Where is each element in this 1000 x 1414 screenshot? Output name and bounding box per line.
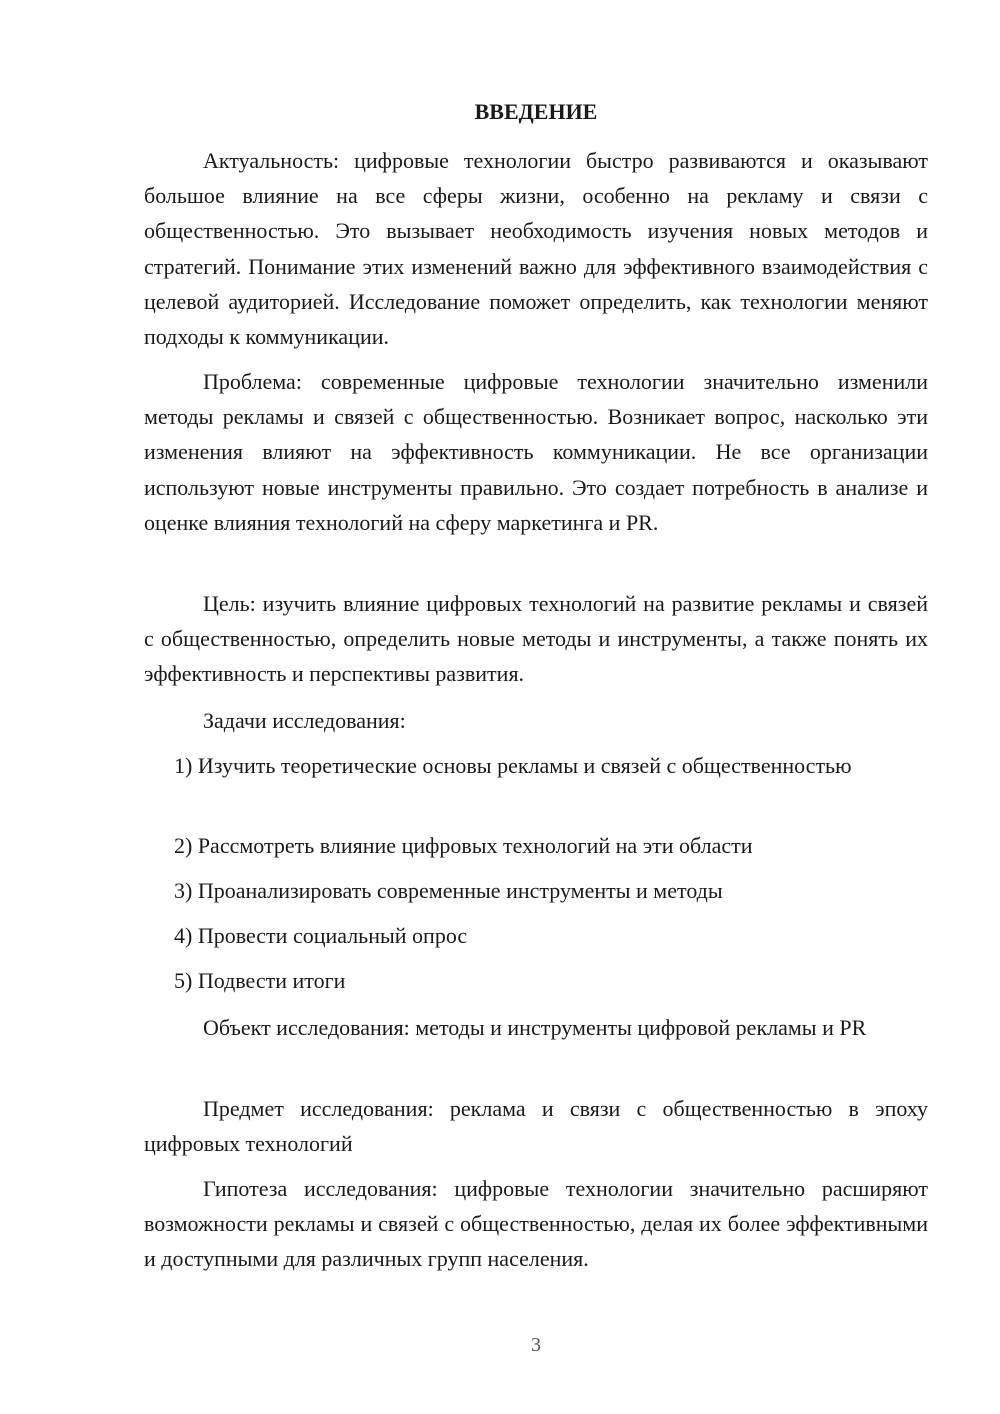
paragraph-problem: Проблема: современные цифровые технологии значительно изменили методы рекламы и связей с общественностью. Возникает вопрос, насколько эти изменения влияют на эффективность коммуникации. Не все организации используют новые инструменты правильно. Это создает потребность в анализе и оценке влияния технологий на сферу маркетинга и PR. <box>144 369 928 535</box>
tasks-heading: Задачи исследования: <box>203 708 406 733</box>
task-list-item-5: 5) Подвести итоги <box>174 968 346 993</box>
paragraph-object: Объект исследования: методы и инструменты цифровой рекламы и PR <box>203 1015 867 1040</box>
paragraph-hypothesis: Гипотеза исследования: цифровые технологии значительно расширяют возможности рекламы и связей с общественностью, делая их более эффективными и доступными для различных групп населения. <box>144 1176 928 1272</box>
task-list-item-3: 3) Проанализировать современные инструменты и методы <box>174 878 723 903</box>
paragraph-relevance: Актуальность: цифровые технологии быстро развиваются и оказывают большое влияние на все сферы жизни, особенно на рекламу и связи с общественностью. Это вызывает необходимость изучения новых методов и стратегий. Понимание этих изменений важно для эффективного взаимодействия с целевой аудиторией. Исследование поможет определить, как технологии меняют подходы к коммуникации. <box>144 148 928 350</box>
paragraph-subject: Предмет исследования: реклама и связи с общественностью в эпоху цифровых технологий <box>144 1096 928 1157</box>
paragraph-goal: Цель: изучить влияние цифровых технологий на развитие рекламы и связей с общественностью, определить новые методы и инструменты, а также понять их эффективность и перспективы развития. <box>144 591 928 687</box>
page-number: 3 <box>531 1334 541 1356</box>
task-list-item-2: 2) Рассмотреть влияние цифровых технологий на эти области <box>174 833 753 858</box>
page-title: ВВЕДЕНИЕ <box>474 99 598 124</box>
task-list-item-4: 4) Провести социальный опрос <box>174 923 468 948</box>
task-list-item-1: 1) Изучить теоретические основы рекламы и связей с общественностью <box>174 753 852 778</box>
